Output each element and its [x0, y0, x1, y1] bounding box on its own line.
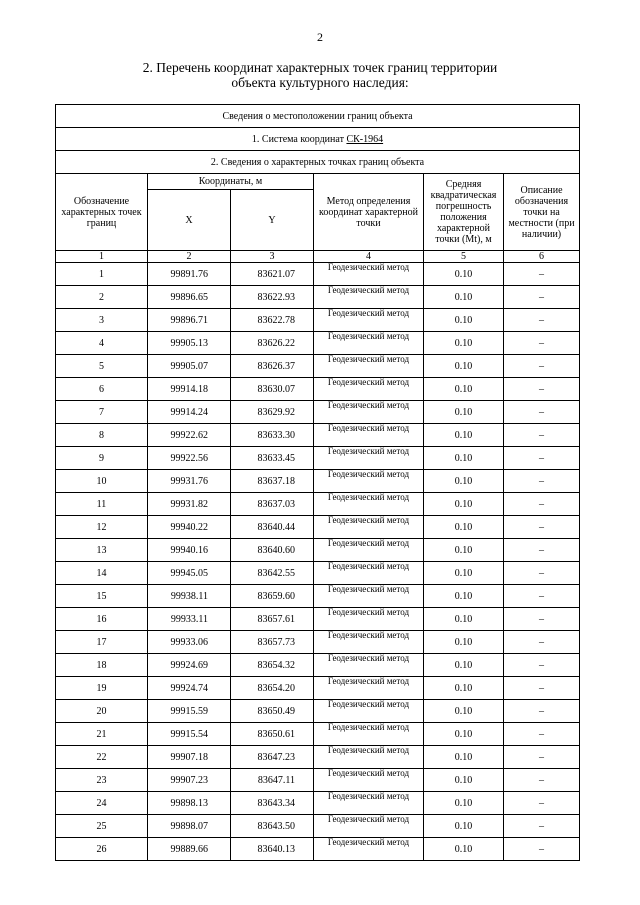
point-id-cell: 5 [56, 355, 148, 378]
document-title-line-1: 2. Перечень координат характерных точек границ территории [142, 60, 498, 75]
method-cell: Геодезический метод [314, 309, 424, 332]
y-coordinate-cell: 83654.32 [231, 654, 314, 677]
description-cell: – [504, 332, 580, 355]
accuracy-cell: 0.10 [424, 286, 504, 309]
accuracy-cell: 0.10 [424, 631, 504, 654]
y-coordinate-cell: 83633.30 [231, 424, 314, 447]
accuracy-cell: 0.10 [424, 700, 504, 723]
accuracy-cell: 0.10 [424, 769, 504, 792]
column-numbers-row [56, 251, 580, 263]
description-cell: – [504, 401, 580, 424]
description-cell: – [504, 470, 580, 493]
column-number: 5 [424, 251, 504, 263]
accuracy-cell: 0.10 [424, 539, 504, 562]
header-accuracy: Средняя квадратическая погрешность положения характерной точки (Мt), м [424, 174, 504, 251]
table-row [56, 539, 580, 562]
description-cell: – [504, 677, 580, 700]
coord-system-label: 1. Система координат [251, 133, 344, 145]
description-cell: – [504, 700, 580, 723]
method-cell: Геодезический метод [314, 332, 424, 355]
x-coordinate-cell: 99889.66 [148, 838, 231, 861]
y-coordinate-cell: 83633.45 [231, 447, 314, 470]
y-coordinate-cell: 83657.73 [231, 631, 314, 654]
point-id-cell: 13 [56, 539, 148, 562]
y-coordinate-cell: 83640.44 [231, 516, 314, 539]
method-cell: Геодезический метод [314, 631, 424, 654]
header-row-1 [56, 174, 580, 190]
table-row [56, 677, 580, 700]
x-coordinate-cell: 99938.11 [148, 585, 231, 608]
description-cell: – [504, 792, 580, 815]
table-row [56, 746, 580, 769]
x-coordinate-cell: 99940.16 [148, 539, 231, 562]
accuracy-cell: 0.10 [424, 309, 504, 332]
y-coordinate-cell: 83647.23 [231, 746, 314, 769]
accuracy-cell: 0.10 [424, 332, 504, 355]
point-id-cell: 3 [56, 309, 148, 332]
method-cell: Геодезический метод [314, 562, 424, 585]
table-row [56, 654, 580, 677]
table-row [56, 769, 580, 792]
description-cell: – [504, 585, 580, 608]
column-number: 6 [504, 251, 580, 263]
description-cell: – [504, 493, 580, 516]
table-row [56, 792, 580, 815]
x-coordinate-cell: 99898.07 [148, 815, 231, 838]
x-coordinate-cell: 99940.22 [148, 516, 231, 539]
x-coordinate-cell: 99915.59 [148, 700, 231, 723]
x-coordinate-cell: 99896.71 [148, 309, 231, 332]
point-id-cell: 16 [56, 608, 148, 631]
y-coordinate-cell: 83642.55 [231, 562, 314, 585]
points-info: 2. Сведения о характерных точках границ объекта [56, 151, 580, 174]
method-cell: Геодезический метод [314, 355, 424, 378]
document-title [0, 60, 640, 90]
description-cell: – [504, 447, 580, 470]
accuracy-cell: 0.10 [424, 355, 504, 378]
point-id-cell: 6 [56, 378, 148, 401]
points-info-row [56, 151, 580, 174]
point-id-cell: 26 [56, 838, 148, 861]
table-row [56, 815, 580, 838]
y-coordinate-cell: 83637.03 [231, 493, 314, 516]
description-cell: – [504, 378, 580, 401]
x-coordinate-cell: 99924.69 [148, 654, 231, 677]
description-cell: – [504, 309, 580, 332]
point-id-cell: 17 [56, 631, 148, 654]
method-cell: Геодезический метод [314, 677, 424, 700]
accuracy-cell: 0.10 [424, 792, 504, 815]
accuracy-cell: 0.10 [424, 516, 504, 539]
x-coordinate-cell: 99933.11 [148, 608, 231, 631]
accuracy-cell: 0.10 [424, 723, 504, 746]
table-row [56, 838, 580, 861]
point-id-cell: 18 [56, 654, 148, 677]
x-coordinate-cell: 99907.18 [148, 746, 231, 769]
table-row [56, 631, 580, 654]
x-coordinate-cell: 99905.13 [148, 332, 231, 355]
method-cell: Геодезический метод [314, 447, 424, 470]
accuracy-cell: 0.10 [424, 493, 504, 516]
coordinates-table [55, 104, 580, 861]
table-row [56, 723, 580, 746]
accuracy-cell: 0.10 [424, 424, 504, 447]
method-cell: Геодезический метод [314, 263, 424, 286]
header-method: Метод определения координат характерной точки [314, 174, 424, 251]
accuracy-cell: 0.10 [424, 470, 504, 493]
x-coordinate-cell: 99915.54 [148, 723, 231, 746]
point-id-cell: 1 [56, 263, 148, 286]
description-cell: – [504, 424, 580, 447]
table-row [56, 401, 580, 424]
accuracy-cell: 0.10 [424, 746, 504, 769]
point-id-cell: 25 [56, 815, 148, 838]
y-coordinate-cell: 83622.78 [231, 309, 314, 332]
x-coordinate-cell: 99931.82 [148, 493, 231, 516]
table-row [56, 700, 580, 723]
method-cell: Геодезический метод [314, 539, 424, 562]
y-coordinate-cell: 83629.92 [231, 401, 314, 424]
description-cell: – [504, 723, 580, 746]
x-coordinate-cell: 99898.13 [148, 792, 231, 815]
accuracy-cell: 0.10 [424, 447, 504, 470]
x-coordinate-cell: 99907.23 [148, 769, 231, 792]
x-coordinate-cell: 99924.74 [148, 677, 231, 700]
accuracy-cell: 0.10 [424, 654, 504, 677]
point-id-cell: 2 [56, 286, 148, 309]
x-coordinate-cell: 99945.05 [148, 562, 231, 585]
table-row [56, 286, 580, 309]
method-cell: Геодезический метод [314, 700, 424, 723]
y-coordinate-cell: 83659.60 [231, 585, 314, 608]
column-number: 3 [231, 251, 314, 263]
description-cell: – [504, 654, 580, 677]
y-coordinate-cell: 83640.13 [231, 838, 314, 861]
method-cell: Геодезический метод [314, 723, 424, 746]
y-coordinate-cell: 83657.61 [231, 608, 314, 631]
method-cell: Геодезический метод [314, 792, 424, 815]
y-coordinate-cell: 83647.11 [231, 769, 314, 792]
table-row [56, 608, 580, 631]
method-cell: Геодезический метод [314, 769, 424, 792]
table-row [56, 263, 580, 286]
point-id-cell: 12 [56, 516, 148, 539]
coord-system-cell [56, 128, 580, 151]
description-cell: – [504, 631, 580, 654]
table-row [56, 562, 580, 585]
method-cell: Геодезический метод [314, 654, 424, 677]
x-coordinate-cell: 99896.65 [148, 286, 231, 309]
table-row [56, 332, 580, 355]
y-coordinate-cell: 83622.93 [231, 286, 314, 309]
accuracy-cell: 0.10 [424, 838, 504, 861]
y-coordinate-cell: 83630.07 [231, 378, 314, 401]
method-cell: Геодезический метод [314, 516, 424, 539]
description-cell: – [504, 746, 580, 769]
description-cell: – [504, 355, 580, 378]
page-number: 2 [317, 30, 323, 44]
accuracy-cell: 0.10 [424, 263, 504, 286]
header-x: X [148, 190, 231, 251]
table-row [56, 585, 580, 608]
y-coordinate-cell: 83650.61 [231, 723, 314, 746]
accuracy-cell: 0.10 [424, 815, 504, 838]
x-coordinate-cell: 99922.62 [148, 424, 231, 447]
y-coordinate-cell: 83650.49 [231, 700, 314, 723]
table-row [56, 309, 580, 332]
y-coordinate-cell: 83643.34 [231, 792, 314, 815]
y-coordinate-cell: 83654.20 [231, 677, 314, 700]
point-id-cell: 19 [56, 677, 148, 700]
x-coordinate-cell: 99914.24 [148, 401, 231, 424]
x-coordinate-cell: 99905.07 [148, 355, 231, 378]
table-row [56, 447, 580, 470]
header-y: Y [231, 190, 314, 251]
point-id-cell: 14 [56, 562, 148, 585]
method-cell: Геодезический метод [314, 286, 424, 309]
method-cell: Геодезический метод [314, 493, 424, 516]
accuracy-cell: 0.10 [424, 562, 504, 585]
accuracy-cell: 0.10 [424, 378, 504, 401]
section-header-row [56, 105, 580, 128]
point-id-cell: 4 [56, 332, 148, 355]
column-number: 2 [148, 251, 231, 263]
point-id-cell: 22 [56, 746, 148, 769]
method-cell: Геодезический метод [314, 815, 424, 838]
method-cell: Геодезический метод [314, 470, 424, 493]
description-cell: – [504, 562, 580, 585]
method-cell: Геодезический метод [314, 424, 424, 447]
coord-system-row [56, 128, 580, 151]
point-id-cell: 23 [56, 769, 148, 792]
y-coordinate-cell: 83626.37 [231, 355, 314, 378]
table-row [56, 378, 580, 401]
y-coordinate-cell: 83643.50 [231, 815, 314, 838]
x-coordinate-cell: 99931.76 [148, 470, 231, 493]
document-title-line-2: объекта культурного наследия: [231, 75, 409, 90]
header-designation: Обозначение характерных точек границ [56, 174, 148, 251]
section-header: Сведения о местоположении границ объекта [56, 105, 580, 128]
accuracy-cell: 0.10 [424, 608, 504, 631]
description-cell: – [504, 539, 580, 562]
column-number: 1 [56, 251, 148, 263]
accuracy-cell: 0.10 [424, 677, 504, 700]
point-id-cell: 21 [56, 723, 148, 746]
table-row [56, 493, 580, 516]
description-cell: – [504, 769, 580, 792]
description-cell: – [504, 608, 580, 631]
description-cell: – [504, 815, 580, 838]
coord-system-value: СК-1964 [346, 133, 384, 145]
method-cell: Геодезический метод [314, 608, 424, 631]
method-cell: Геодезический метод [314, 378, 424, 401]
method-cell: Геодезический метод [314, 401, 424, 424]
description-cell: – [504, 516, 580, 539]
description-cell: – [504, 263, 580, 286]
point-id-cell: 15 [56, 585, 148, 608]
header-description: Описание обозначения точки на местности (при наличии) [504, 174, 580, 251]
y-coordinate-cell: 83640.60 [231, 539, 314, 562]
method-cell: Геодезический метод [314, 746, 424, 769]
x-coordinate-cell: 99933.06 [148, 631, 231, 654]
point-id-cell: 10 [56, 470, 148, 493]
header-coordinates: Координаты, м [148, 174, 314, 190]
y-coordinate-cell: 83621.07 [231, 263, 314, 286]
table-row [56, 355, 580, 378]
point-id-cell: 20 [56, 700, 148, 723]
x-coordinate-cell: 99922.56 [148, 447, 231, 470]
point-id-cell: 24 [56, 792, 148, 815]
y-coordinate-cell: 83637.18 [231, 470, 314, 493]
accuracy-cell: 0.10 [424, 585, 504, 608]
table-row [56, 470, 580, 493]
column-number: 4 [314, 251, 424, 263]
table-row [56, 516, 580, 539]
description-cell: – [504, 838, 580, 861]
y-coordinate-cell: 83626.22 [231, 332, 314, 355]
description-cell: – [504, 286, 580, 309]
x-coordinate-cell: 99914.18 [148, 378, 231, 401]
point-id-cell: 11 [56, 493, 148, 516]
point-id-cell: 7 [56, 401, 148, 424]
method-cell: Геодезический метод [314, 585, 424, 608]
point-id-cell: 9 [56, 447, 148, 470]
point-id-cell: 8 [56, 424, 148, 447]
accuracy-cell: 0.10 [424, 401, 504, 424]
method-cell: Геодезический метод [314, 838, 424, 861]
table-row [56, 424, 580, 447]
x-coordinate-cell: 99891.76 [148, 263, 231, 286]
